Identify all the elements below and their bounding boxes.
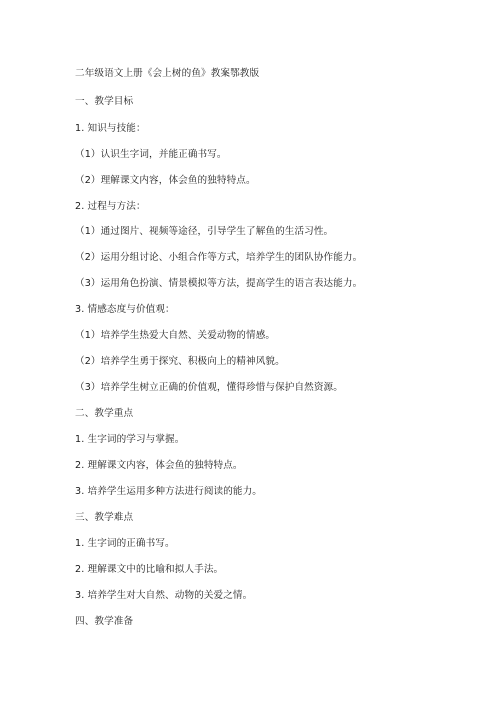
list-item: 3. 培养学生对大自然、动物的关爱之情。 bbox=[75, 590, 253, 601]
list-item: 3. 培养学生运用多种方法进行阅读的能力。 bbox=[75, 486, 262, 497]
list-item: 1. 生字词的学习与掌握。 bbox=[75, 434, 185, 445]
list-item: （1）认识生字词，并能正确书写。 bbox=[75, 149, 227, 160]
list-item: （2）运用分组讨论、小组合作等方式，培养学生的团队协作能力。 bbox=[75, 252, 363, 263]
subheading-values: 3. 情感态度与价值观： bbox=[75, 304, 175, 315]
list-item: （3）培养学生树立正确的价值观，懂得珍惜与保护自然资源。 bbox=[75, 382, 343, 393]
list-item: （2）理解课文内容，体会鱼的独特特点。 bbox=[75, 175, 256, 186]
section-heading-objectives: 一、教学目标 bbox=[75, 96, 134, 107]
section-heading-difficulties: 三、教学难点 bbox=[75, 512, 134, 523]
list-item: （2）培养学生勇于探究、积极向上的精神风貌。 bbox=[75, 356, 285, 367]
list-item: 2. 理解课文中的比喻和拟人手法。 bbox=[75, 564, 224, 575]
list-item: （1）培养学生热爱大自然、关爱动物的情感。 bbox=[75, 330, 276, 341]
subheading-process: 2. 过程与方法： bbox=[75, 201, 146, 212]
section-heading-preparation: 四、教学准备 bbox=[75, 616, 134, 627]
list-item: 1. 生字词的正确书写。 bbox=[75, 538, 175, 549]
list-item: 2. 理解课文内容，体会鱼的独特特点。 bbox=[75, 460, 243, 471]
list-item: （1）通过图片、视频等途径，引导学生了解鱼的生活习性。 bbox=[75, 226, 334, 237]
section-heading-key-points: 二、教学重点 bbox=[75, 408, 134, 419]
list-item: （3）运用角色扮演、情景模拟等方法，提高学生的语言表达能力。 bbox=[75, 278, 363, 289]
document-title: 二年级语文上册《会上树的鱼》教案鄂教版 bbox=[75, 68, 260, 79]
subheading-knowledge: 1. 知识与技能： bbox=[75, 123, 146, 134]
